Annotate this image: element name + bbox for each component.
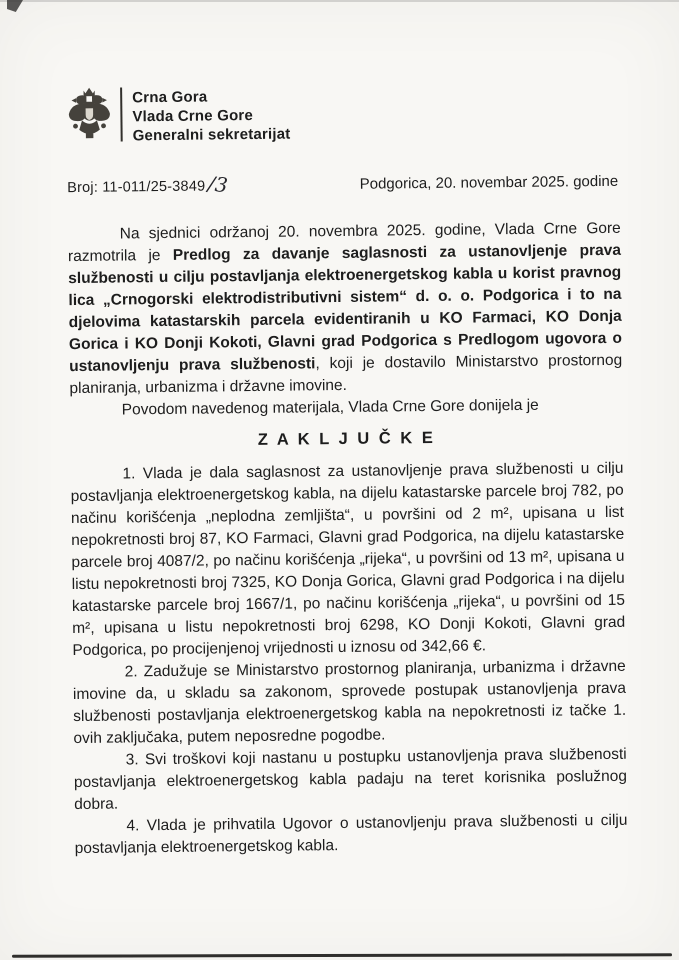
montenegro-coat-of-arms-icon — [66, 87, 113, 144]
conclusion-item-4: 4. Vlada je prihvatila Ugovor o ustanovljenju prava službenosti u cilju postavljanja elektroenergetskog kabla. — [74, 811, 628, 858]
intro-normal-end: , koji je dostavilo Ministarstvo prostornog planiranja, urbanizma i državne imovine. — [69, 351, 623, 398]
document-number — [67, 171, 228, 197]
scan-artifact-bottom-line — [12, 953, 672, 957]
intro-paragraph — [68, 218, 623, 400]
handwritten-mark: /3 — [206, 171, 230, 198]
letterhead-secretariat: Generalni sekretarijat — [132, 125, 291, 145]
reference-row — [67, 167, 620, 197]
conclusion-item-3: 3. Svi troškovi koji nastanu u postupku ustanovljenja prava službenosti postavljanja elektroenergetskog kabla padaju na teret korisnika poslužnog dobra. — [73, 745, 628, 814]
letterhead-government: Vlada Crne Gore — [132, 106, 254, 126]
intro-bold-proposal: Predlog za davanje saglasnosti za ustanovljenje prava službenosti u cilju postavljanja elektroenergetskog kabla u korist pravnog lica „Crnogorski elektrodistributivni sistem“ d. o. o. Podgorica i to na djelovima katastarskih parcela evidentiranih u KO Farmaci, KO Donja Gorica i KO Donji Kokoti, Glavni grad Podgorica s Predlogom ugovora o ustanovljenju prava službenosti — [68, 241, 623, 376]
letterhead-divider — [120, 87, 123, 141]
conclusions-title: Z A K L J U Č K E — [257, 428, 436, 449]
place-and-date: Podgorica, 20. novembar 2025. godine — [359, 172, 619, 193]
conclusion-item-1: 1. Vlada je dala saglasnost za ustanovljenje prava službenosti u cilju postavljanja elektroenergetskog kabla, na dijelu katastarske parcele broj 782, po načinu korišćenja „neplodna zemljišta“, u površini od 2 m², upisana u list nepokretnosti broj 87, KO Farmaci, Glavni grad Podgorica, na dijelu katastarske parcele broj 4087/2, po načinu korišćenja „rijeka“, u površini od 13 m², upisana u listu nepokretnosti broj 7325, KO Donja Gorica, Glavni grad Podgorica i na dijelu katastarske parcele broj 1667/1, po načinu korišćenja „rijeka“, u površini od 15 m², upisana u listu nepokretnosti broj 6298, KO Donji Kokoti, Glavni grad Podgorica, po procijenjenoj vrijednosti u iznosu od 342,66 €. — [70, 459, 626, 660]
document-body — [68, 218, 628, 860]
letterhead-text — [132, 85, 290, 146]
document-number-text: Broj: 11-011/25-3849 — [67, 178, 206, 197]
second-paragraph: Povodom navedenog materijala, Vlada Crne Gore donijela je — [121, 396, 539, 419]
conclusion-item-2: 2. Zadužuje se Ministarstvo prostornog planiranja, urbanizma i državne imovine da, u skladu sa zakonom, sprovede postupak ustanovljenja prava službenosti postavljanja elektroenergetskog kabla na nepokretnosti iz tačke 1. ovih zaključaka, putem neposredne pogodbe. — [72, 657, 627, 748]
letterhead-country: Crna Gora — [132, 88, 208, 107]
letterhead — [66, 81, 620, 146]
intro-normal-start: Na sjednici održanoj 20. novembra 2025. godine, Vlada Crne Gore razmotrila je — [67, 219, 621, 266]
